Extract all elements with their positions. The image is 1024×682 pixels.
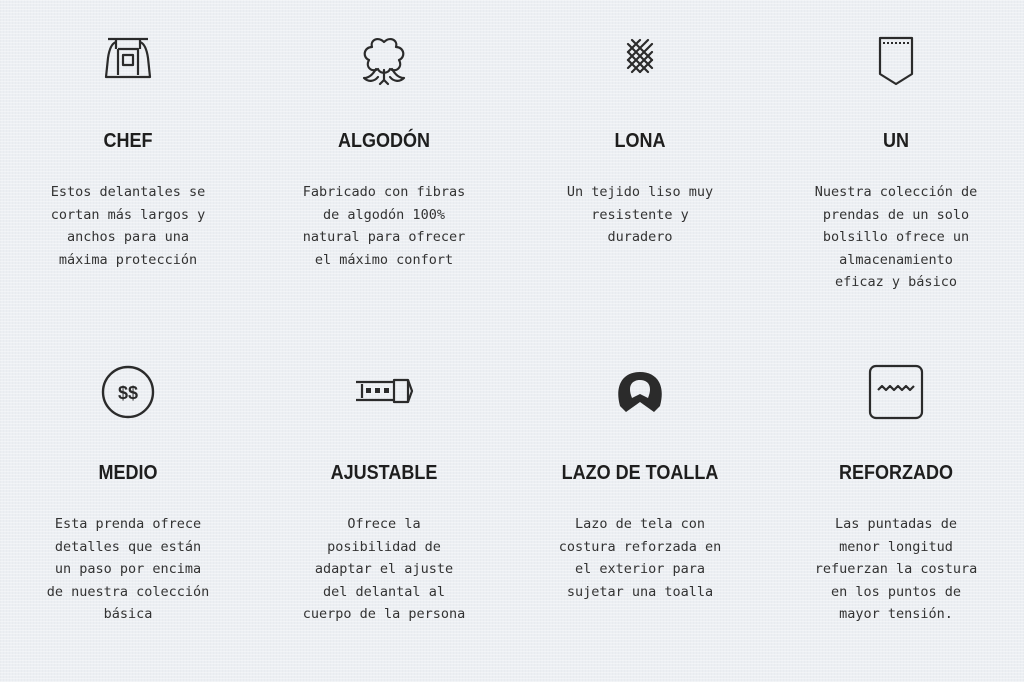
feature-un: [768, 30, 1024, 294]
feature-title: REFORZADO: [838, 462, 953, 484]
svg-text:$$: $$: [117, 383, 139, 403]
feature-title: UN: [882, 130, 909, 152]
dollar-coin-icon: [98, 362, 158, 422]
towel-loop-icon: [610, 362, 670, 422]
feature-chef: [0, 30, 256, 271]
feature-description: Lazo de tela con costura reforzada en el exterior para sujetar una toalla: [558, 516, 722, 600]
feature-description: Las puntadas de menor longitud refuerzan la costura en los puntos de mayor tensión.: [814, 516, 978, 622]
reinforced-stitch-icon: [866, 362, 926, 422]
feature-description: Estos delantales se cortan más largos y anchos para una máxima protección: [50, 184, 206, 268]
feature-title: MEDIO: [98, 462, 158, 484]
feature-description: Ofrece la posibilidad de adaptar el ajuste del delantal al cuerpo de la persona: [302, 516, 466, 622]
feature-description: Esta prenda ofrece detalles que están un paso por encima de nuestra colección básica: [46, 516, 210, 622]
feature-lona: [512, 30, 768, 249]
feature-description: Nuestra colección de prendas de un solo bolsillo ofrece un almacenamiento eficaz y básico: [814, 184, 978, 290]
feature-ajustable: [256, 362, 512, 626]
feature-title: CHEF: [103, 130, 153, 152]
apron-icon: [98, 30, 158, 90]
feature-title: ALGODÓN: [338, 130, 430, 152]
pocket-icon: [866, 30, 926, 90]
feature-description: Fabricado con fibras de algodón 100% natural para ofrecer el máximo confort: [302, 184, 466, 268]
feature-algodon: [256, 30, 512, 271]
feature-description: Un tejido liso muy resistente y duradero: [566, 184, 714, 245]
feature-medio: [0, 362, 256, 626]
feature-reforzado: [768, 362, 1024, 626]
adjustable-strap-icon: [354, 362, 414, 422]
feature-title: LONA: [614, 130, 666, 152]
feature-lazo-de-toalla: [512, 362, 768, 603]
feature-title: LAZO DE TOALLA: [561, 462, 719, 484]
cotton-flower-icon: [354, 30, 414, 90]
feature-title: AJUSTABLE: [330, 462, 438, 484]
canvas-weave-icon: [610, 30, 670, 90]
